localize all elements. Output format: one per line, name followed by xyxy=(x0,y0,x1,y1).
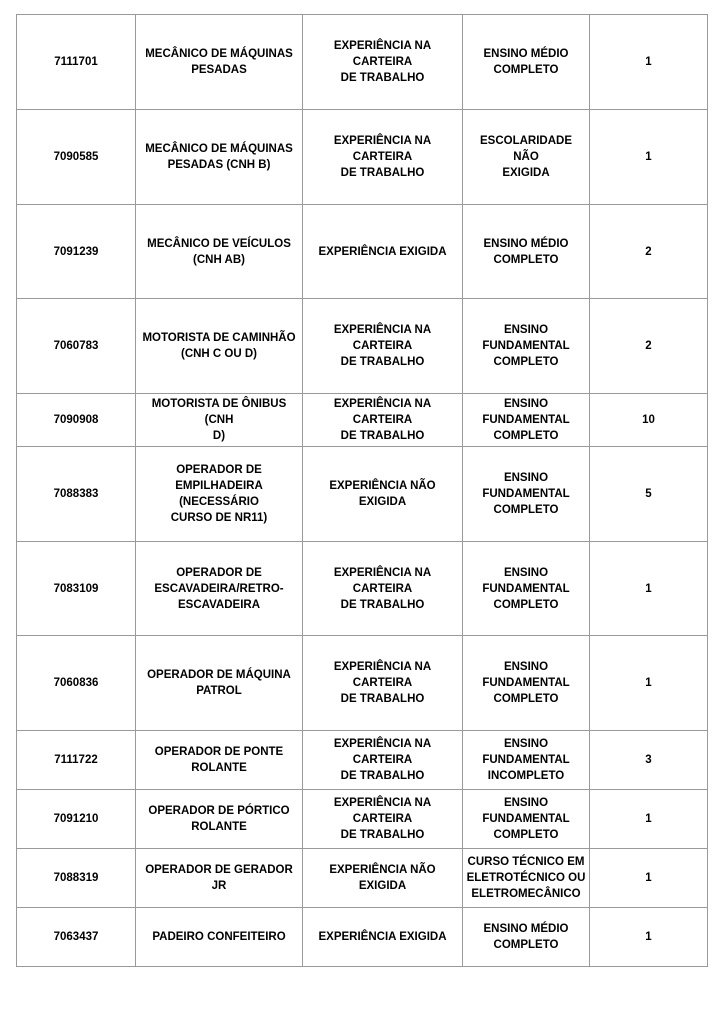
experience-requirement: EXPERIÊNCIA NA CARTEIRA DE TRABALHO xyxy=(303,394,463,447)
education-requirement: ENSINO MÉDIO COMPLETO xyxy=(463,908,590,967)
education-requirement: ENSINO FUNDAMENTAL COMPLETO xyxy=(463,447,590,542)
experience-requirement: EXPERIÊNCIA NA CARTEIRA DE TRABALHO xyxy=(303,790,463,849)
job-title: OPERADOR DE PÓRTICO ROLANTE xyxy=(136,790,303,849)
job-title: MOTORISTA DE ÔNIBUS (CNH D) xyxy=(136,394,303,447)
experience-requirement: EXPERIÊNCIA NÃO EXIGIDA xyxy=(303,849,463,908)
table-row xyxy=(17,542,708,636)
experience-requirement: EXPERIÊNCIA NA CARTEIRA DE TRABALHO xyxy=(303,299,463,394)
vacancy-count: 3 xyxy=(590,731,708,790)
job-title: OPERADOR DE MÁQUINA PATROL xyxy=(136,636,303,731)
table-row xyxy=(17,636,708,731)
education-requirement: ENSINO FUNDAMENTAL COMPLETO xyxy=(463,299,590,394)
experience-requirement: EXPERIÊNCIA NA CARTEIRA DE TRABALHO xyxy=(303,542,463,636)
education-requirement: ESCOLARIDADE NÃO EXIGIDA xyxy=(463,110,590,205)
job-code: 7111701 xyxy=(17,15,136,110)
job-title: OPERADOR DE EMPILHADEIRA (NECESSÁRIO CURSO DE NR11) xyxy=(136,447,303,542)
job-code: 7063437 xyxy=(17,908,136,967)
table-row xyxy=(17,908,708,967)
experience-requirement: EXPERIÊNCIA NA CARTEIRA DE TRABALHO xyxy=(303,110,463,205)
vacancy-count: 1 xyxy=(590,790,708,849)
job-code: 7091210 xyxy=(17,790,136,849)
table-row xyxy=(17,731,708,790)
education-requirement: ENSINO MÉDIO COMPLETO xyxy=(463,205,590,299)
vacancy-count: 10 xyxy=(590,394,708,447)
job-code: 7083109 xyxy=(17,542,136,636)
job-title: MOTORISTA DE CAMINHÃO (CNH C OU D) xyxy=(136,299,303,394)
job-title: OPERADOR DE GERADOR JR xyxy=(136,849,303,908)
vacancy-count: 5 xyxy=(590,447,708,542)
job-title: OPERADOR DE ESCAVADEIRA/RETRO- ESCAVADEIRA xyxy=(136,542,303,636)
vacancy-count: 1 xyxy=(590,542,708,636)
job-code: 7060836 xyxy=(17,636,136,731)
job-code: 7090908 xyxy=(17,394,136,447)
vacancy-count: 1 xyxy=(590,15,708,110)
education-requirement: CURSO TÉCNICO EM ELETROTÉCNICO OU ELETROMECÂNICO xyxy=(463,849,590,908)
job-code: 7090585 xyxy=(17,110,136,205)
vacancy-count: 1 xyxy=(590,908,708,967)
table-row xyxy=(17,299,708,394)
experience-requirement: EXPERIÊNCIA NA CARTEIRA DE TRABALHO xyxy=(303,636,463,731)
table-row xyxy=(17,790,708,849)
job-code: 7088319 xyxy=(17,849,136,908)
experience-requirement: EXPERIÊNCIA NA CARTEIRA DE TRABALHO xyxy=(303,731,463,790)
job-title: MECÂNICO DE MÁQUINAS PESADAS xyxy=(136,15,303,110)
experience-requirement: EXPERIÊNCIA NÃO EXIGIDA xyxy=(303,447,463,542)
vacancy-count: 2 xyxy=(590,299,708,394)
table-row xyxy=(17,447,708,542)
education-requirement: ENSINO MÉDIO COMPLETO xyxy=(463,15,590,110)
vacancy-count: 1 xyxy=(590,849,708,908)
education-requirement: ENSINO FUNDAMENTAL COMPLETO xyxy=(463,542,590,636)
education-requirement: ENSINO FUNDAMENTAL INCOMPLETO xyxy=(463,731,590,790)
table-row xyxy=(17,849,708,908)
job-title: MECÂNICO DE MÁQUINAS PESADAS (CNH B) xyxy=(136,110,303,205)
job-title: MECÂNICO DE VEÍCULOS (CNH AB) xyxy=(136,205,303,299)
vacancy-count: 1 xyxy=(590,110,708,205)
experience-requirement: EXPERIÊNCIA EXIGIDA xyxy=(303,908,463,967)
table-row xyxy=(17,205,708,299)
job-code: 7111722 xyxy=(17,731,136,790)
experience-requirement: EXPERIÊNCIA EXIGIDA xyxy=(303,205,463,299)
table-row xyxy=(17,15,708,110)
job-code: 7091239 xyxy=(17,205,136,299)
experience-requirement: EXPERIÊNCIA NA CARTEIRA DE TRABALHO xyxy=(303,15,463,110)
job-vacancies-table xyxy=(16,14,708,967)
vacancy-count: 1 xyxy=(590,636,708,731)
vacancy-count: 2 xyxy=(590,205,708,299)
table-row xyxy=(17,110,708,205)
job-title: PADEIRO CONFEITEIRO xyxy=(136,908,303,967)
job-code: 7060783 xyxy=(17,299,136,394)
table-row xyxy=(17,394,708,447)
education-requirement: ENSINO FUNDAMENTAL COMPLETO xyxy=(463,394,590,447)
education-requirement: ENSINO FUNDAMENTAL COMPLETO xyxy=(463,636,590,731)
job-title: OPERADOR DE PONTE ROLANTE xyxy=(136,731,303,790)
education-requirement: ENSINO FUNDAMENTAL COMPLETO xyxy=(463,790,590,849)
job-code: 7088383 xyxy=(17,447,136,542)
